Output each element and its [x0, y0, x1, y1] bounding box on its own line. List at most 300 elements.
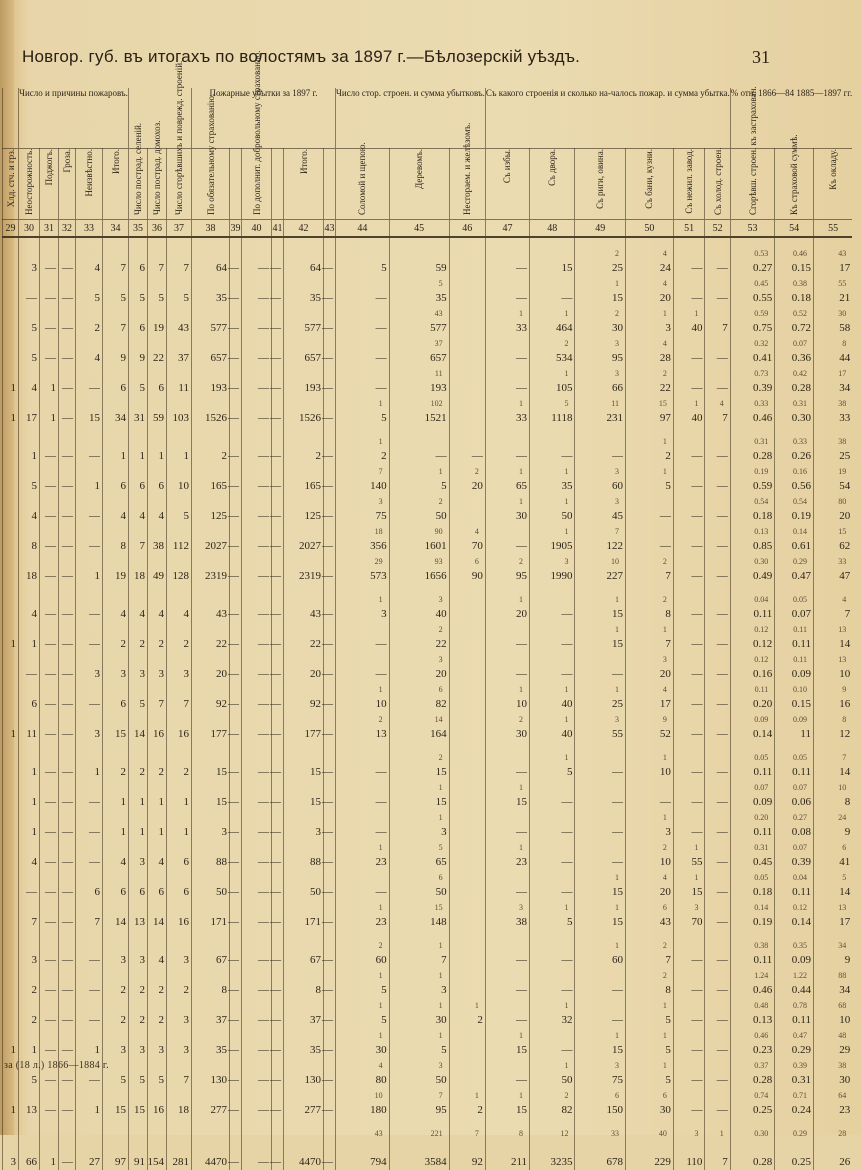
cell-value: 1: [139, 826, 145, 838]
table-cell: [272, 306, 284, 336]
gap-cell: [449, 742, 485, 750]
column-header: Деревомъ.: [389, 149, 449, 220]
cell-value: —: [62, 638, 73, 650]
table-cell: [284, 780, 324, 810]
cell-value: —: [659, 796, 671, 808]
page-number: 31: [752, 47, 770, 67]
superscript-value: 1: [614, 903, 619, 912]
table-cell: [192, 622, 230, 652]
table-cell: [129, 434, 148, 464]
table-cell: [530, 780, 575, 810]
table-cell: [485, 840, 529, 870]
table-cell: [530, 554, 575, 584]
table-cell: [813, 1088, 852, 1118]
table-row: [3, 870, 853, 900]
gap-cell: [103, 237, 129, 246]
cell-value: —: [45, 262, 56, 274]
cell-value: —: [375, 322, 387, 334]
table-cell: [324, 968, 336, 998]
cell-value: —: [258, 608, 269, 620]
cell-value: —: [89, 608, 100, 620]
table-cell: [389, 592, 449, 622]
table-cell: [324, 652, 336, 682]
cell-value: —: [516, 886, 528, 898]
cell-value: 0.46: [753, 984, 773, 996]
cell-value: 27: [89, 1156, 100, 1168]
superscript-value: 1: [614, 279, 619, 288]
gap-cell: [3, 237, 19, 246]
gap-cell: [324, 1118, 336, 1126]
cell-value: 66: [26, 1156, 37, 1168]
table-cell: [575, 366, 625, 396]
table-cell: [813, 750, 852, 780]
cell-value: 2: [158, 638, 164, 650]
cell-value: 7: [665, 570, 671, 582]
cell-value: 5: [183, 510, 189, 522]
cell-value: 22: [216, 638, 227, 650]
cell-value: 54: [839, 480, 851, 492]
superscript-value: 0.27: [792, 813, 807, 822]
superscript-value: 7: [438, 1091, 443, 1100]
superscript-value: 1: [519, 685, 524, 694]
table-cell: [272, 622, 284, 652]
cell-value: 0.08: [791, 826, 811, 838]
table-cell: [530, 1088, 575, 1118]
cell-value: 34: [839, 382, 851, 394]
table-cell: [284, 712, 324, 742]
gap-cell: [485, 930, 529, 938]
gap-cell: [389, 584, 449, 592]
table-cell: [449, 464, 485, 494]
cell-value: —: [228, 698, 239, 710]
column-number: 55: [813, 220, 852, 238]
cell-value: 150: [606, 1104, 623, 1116]
table-cell: [575, 434, 625, 464]
column-number: 36: [148, 220, 167, 238]
table-cell: [705, 968, 730, 998]
cell-value: —: [322, 262, 334, 274]
table-cell: [230, 396, 242, 426]
table-cell: [575, 464, 625, 494]
table-cell: [76, 840, 103, 870]
table-row: [3, 554, 853, 584]
table-cell: [813, 494, 852, 524]
column-header: Сгорѣвш. строен. къ застрахован.: [730, 149, 775, 220]
table-cell: [242, 246, 272, 276]
gap-cell: [625, 742, 673, 750]
cell-value: 3: [441, 984, 447, 996]
table-cell: [324, 524, 336, 554]
superscript-value: 1: [378, 903, 383, 912]
table-cell: [705, 622, 730, 652]
table-cell: [336, 396, 390, 426]
table-cell: [730, 652, 775, 682]
cell-value: 128: [172, 570, 189, 582]
cell-value: —: [716, 668, 728, 680]
cell-value: 20: [839, 510, 851, 522]
cell-value: 1: [31, 450, 37, 462]
cell-value: —: [270, 608, 281, 620]
cell-value: 15: [516, 1044, 528, 1056]
table-cell: [272, 900, 284, 930]
superscript-value: 38: [838, 437, 847, 446]
gap-cell: [59, 426, 76, 434]
table-cell: [76, 1126, 103, 1170]
cell-value: 24: [659, 262, 671, 274]
cell-value: —: [691, 638, 703, 650]
table-cell: [230, 968, 242, 998]
cell-value: —: [89, 382, 100, 394]
table-cell: [242, 524, 272, 554]
cell-value: 7: [158, 262, 164, 274]
superscript-value: 0.10: [792, 685, 807, 694]
table-cell: [389, 622, 449, 652]
table-cell: [129, 306, 148, 336]
table-cell: [575, 1028, 625, 1058]
superscript-value: 1: [564, 467, 569, 476]
cell-value: 6: [120, 382, 126, 394]
cell-value: —: [45, 856, 56, 868]
table-cell: [242, 622, 272, 652]
gap-cell: [148, 742, 167, 750]
cell-value: 0.39: [791, 856, 811, 868]
table-cell: [192, 998, 230, 1028]
cell-value: —: [270, 856, 281, 868]
column-header: Къ страховой суммѣ.: [775, 149, 814, 220]
table-cell: [705, 938, 730, 968]
table-cell: [230, 622, 242, 652]
cell-value: 165: [304, 480, 321, 492]
cell-value: —: [516, 638, 528, 650]
cell-value: —: [228, 322, 239, 334]
table-cell: [336, 750, 390, 780]
table-cell: [242, 1088, 272, 1118]
table-cell: [530, 968, 575, 998]
superscript-value: 2: [662, 369, 667, 378]
table-cell: [167, 1126, 192, 1170]
cell-value: 193: [210, 382, 227, 394]
table-cell: [730, 998, 775, 1028]
cell-value: 0.13: [753, 1014, 773, 1026]
table-cell: [530, 434, 575, 464]
table-cell: [485, 464, 529, 494]
cell-value: 6: [139, 262, 145, 274]
cell-value: —: [270, 1156, 281, 1168]
table-cell: [389, 780, 449, 810]
cell-value: 1: [10, 728, 16, 740]
table-cell: [730, 246, 775, 276]
table-row: [3, 434, 853, 464]
table-cell: [449, 1058, 485, 1088]
column-number: 45: [389, 220, 449, 238]
table-cell: [625, 712, 673, 742]
cell-value: —: [270, 1074, 281, 1086]
gap-cell: [230, 1118, 242, 1126]
superscript-value: 0.33: [792, 437, 807, 446]
superscript-value: 2: [662, 595, 667, 604]
table-cell: [775, 434, 814, 464]
superscript-value: 43: [838, 249, 847, 258]
gap-cell: [59, 237, 76, 246]
column-header: Несгораем. и желѣзомъ.: [449, 149, 485, 220]
table-cell: [19, 652, 40, 682]
gap-cell: [19, 426, 40, 434]
table-cell: [40, 750, 59, 780]
cell-value: 2: [665, 450, 671, 462]
table-cell: [485, 652, 529, 682]
superscript-value: 2: [662, 971, 667, 980]
gap-cell: [167, 742, 192, 750]
cell-value: 15: [691, 886, 703, 898]
cell-value: 62: [839, 540, 851, 552]
cell-value: 3: [183, 1044, 189, 1056]
table-cell: [705, 998, 730, 1028]
cell-value: —: [62, 480, 73, 492]
table-cell: [284, 682, 324, 712]
table-cell: [230, 750, 242, 780]
gap-cell: [336, 237, 390, 246]
cell-value: 0.28: [753, 450, 773, 462]
cell-value: 8: [665, 608, 671, 620]
gap-cell: [813, 1118, 852, 1126]
cell-value: —: [659, 510, 671, 522]
table-cell: [40, 652, 59, 682]
table-cell: [272, 1088, 284, 1118]
cell-value: 4: [120, 510, 126, 522]
table-cell: [192, 712, 230, 742]
cell-value: —: [45, 1044, 56, 1056]
table-cell: [813, 840, 852, 870]
table-cell: [272, 870, 284, 900]
superscript-value: 3: [662, 655, 667, 664]
superscript-value: 1: [564, 753, 569, 762]
gap-cell: [449, 930, 485, 938]
table-cell: [19, 938, 40, 968]
cell-value: —: [375, 796, 387, 808]
table-cell: [775, 622, 814, 652]
cell-value: —: [258, 766, 269, 778]
cell-value: —: [716, 984, 728, 996]
table-cell: [336, 524, 390, 554]
column-header: Итого.: [103, 149, 129, 220]
table-cell: [705, 1088, 730, 1118]
table-cell: [673, 712, 705, 742]
superscript-value: 1: [694, 873, 699, 882]
cell-value: 1: [94, 1104, 100, 1116]
table-cell: [284, 968, 324, 998]
table-cell: [19, 494, 40, 524]
cell-value: 7: [94, 916, 100, 928]
cell-value: —: [45, 796, 56, 808]
column-number: 50: [625, 220, 673, 238]
gap-cell: [59, 930, 76, 938]
table-cell: [705, 1126, 730, 1170]
cell-value: 5: [31, 1074, 37, 1086]
cell-value: 92: [216, 698, 227, 710]
table-cell: [19, 750, 40, 780]
column-number-row: [3, 220, 853, 238]
cell-value: 0.09: [791, 954, 811, 966]
cell-value: 1: [120, 826, 126, 838]
table-cell: [3, 434, 19, 464]
table-cell: [625, 306, 673, 336]
table-cell: [59, 276, 76, 306]
superscript-value: 0.47: [792, 1031, 807, 1040]
table-cell: [192, 870, 230, 900]
table-cell: [673, 840, 705, 870]
table-cell: [167, 1058, 192, 1088]
table-cell: [324, 396, 336, 426]
table-cell: [813, 652, 852, 682]
cell-value: —: [322, 698, 334, 710]
cell-value: 2: [31, 984, 37, 996]
gap-cell: [575, 584, 625, 592]
superscript-value: 0.35: [792, 941, 807, 950]
table-cell: [449, 276, 485, 306]
cell-value: 2: [477, 1014, 483, 1026]
table-cell: [242, 968, 272, 998]
cell-value: 6: [183, 886, 189, 898]
superscript-value: 1: [438, 971, 443, 980]
table-cell: [705, 366, 730, 396]
cell-value: 2: [139, 638, 145, 650]
table-cell: [103, 524, 129, 554]
cell-value: —: [45, 886, 56, 898]
cell-value: 4: [158, 856, 164, 868]
superscript-value: 1: [694, 399, 699, 408]
table-cell: [230, 840, 242, 870]
table-cell: [230, 998, 242, 1028]
cell-value: —: [45, 668, 56, 680]
cell-value: 16: [839, 698, 851, 710]
superscript-value: 1: [614, 873, 619, 882]
cell-value: 2: [139, 766, 145, 778]
cell-value: —: [258, 638, 269, 650]
cell-value: 75: [375, 510, 387, 522]
superscript-value: 1: [694, 309, 699, 318]
cell-value: —: [62, 698, 73, 710]
table-cell: [272, 840, 284, 870]
table-cell: [76, 1028, 103, 1058]
cell-value: —: [516, 450, 528, 462]
superscript-value: 13: [838, 903, 847, 912]
table-cell: [324, 366, 336, 396]
cell-value: 5: [381, 412, 387, 424]
table-cell: [284, 554, 324, 584]
cell-value: 1: [50, 382, 56, 394]
table-cell: [775, 780, 814, 810]
table-cell: [530, 750, 575, 780]
cell-value: —: [322, 1014, 334, 1026]
cell-value: —: [561, 796, 573, 808]
table-cell: [3, 840, 19, 870]
superscript-value: 7: [378, 467, 383, 476]
cell-value: —: [322, 766, 334, 778]
table-cell: [148, 840, 167, 870]
table-cell: [148, 900, 167, 930]
cell-value: 0.15: [791, 262, 811, 274]
table-cell: [59, 968, 76, 998]
table-cell: [449, 998, 485, 1028]
gap-cell: [775, 237, 814, 246]
cell-value: —: [270, 638, 281, 650]
superscript-value: 18: [374, 527, 383, 536]
cell-value: —: [716, 728, 728, 740]
table-cell: [272, 396, 284, 426]
column-number: 44: [336, 220, 390, 238]
superscript-value: 0.32: [754, 339, 769, 348]
superscript-value: 0.11: [754, 685, 769, 694]
cell-value: 15: [216, 766, 227, 778]
superscript-value: 0.73: [754, 369, 769, 378]
cell-value: 6: [158, 382, 164, 394]
gap-cell: [673, 742, 705, 750]
gap-cell: [242, 237, 272, 246]
table-cell: [40, 622, 59, 652]
gap-cell: [485, 426, 529, 434]
gap-cell: [485, 742, 529, 750]
table-cell: [389, 840, 449, 870]
group-gap: [3, 426, 853, 434]
table-cell: [389, 276, 449, 306]
cell-value: 15: [561, 262, 573, 274]
superscript-value: 4: [719, 399, 724, 408]
cell-value: —: [228, 1156, 239, 1168]
cell-value: —: [691, 766, 703, 778]
cell-value: 2: [158, 1014, 164, 1026]
table-cell: [813, 938, 852, 968]
cell-value: 0.09: [753, 796, 773, 808]
table-cell: [625, 276, 673, 306]
table-cell: [813, 592, 852, 622]
cell-value: 4: [31, 608, 37, 620]
table-cell: [705, 900, 730, 930]
column-number: 47: [485, 220, 529, 238]
cell-value: —: [228, 510, 239, 522]
table-cell: [389, 998, 449, 1028]
gap-cell: [3, 584, 19, 592]
table-cell: [485, 1088, 529, 1118]
cell-value: 18: [178, 1104, 189, 1116]
gap-cell: [336, 742, 390, 750]
table-cell: [625, 652, 673, 682]
superscript-value: 6: [474, 557, 479, 566]
column-header: Съ холод. строен.: [705, 149, 730, 220]
cell-value: 75: [611, 1074, 623, 1086]
gap-cell: [230, 584, 242, 592]
gap-cell: [775, 1118, 814, 1126]
column-header: По обязательному страхованію.: [192, 149, 230, 220]
cell-value: 140: [370, 480, 387, 492]
table-cell: [575, 938, 625, 968]
table-cell: [148, 366, 167, 396]
table-cell: [389, 464, 449, 494]
table-cell: [230, 1058, 242, 1088]
cell-value: 6: [120, 886, 126, 898]
cell-value: 47: [839, 570, 851, 582]
superscript-value: 0.14: [754, 903, 769, 912]
cell-value: 657: [210, 352, 227, 364]
cell-value: —: [561, 984, 573, 996]
cell-value: 1: [50, 1156, 56, 1168]
table-cell: [230, 494, 242, 524]
cell-value: 15: [310, 796, 321, 808]
cell-value: 14: [153, 916, 164, 928]
table-cell: [575, 246, 625, 276]
table-cell: [103, 1126, 129, 1170]
gap-cell: [775, 930, 814, 938]
table-cell: [76, 870, 103, 900]
